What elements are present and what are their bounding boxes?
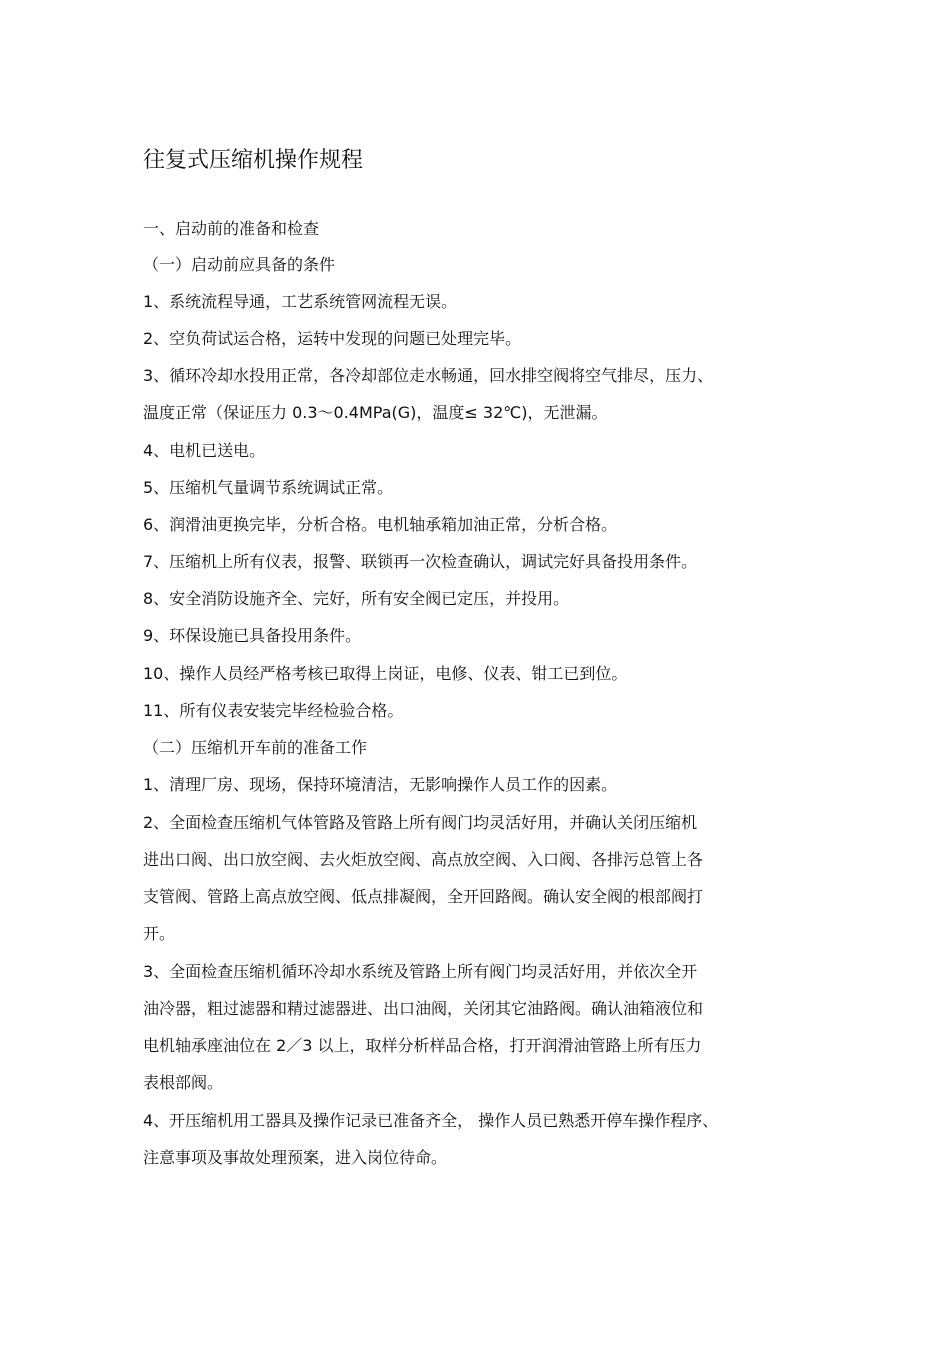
list-item: 5、压缩机气量调节系统调试正常。 (143, 478, 394, 497)
document-title: 往复式压缩机操作规程 (143, 148, 364, 173)
list-item: 3、全面检查压缩机循环冷却水系统及管路上所有阀门均灵活好用，并依次全开 (143, 962, 698, 981)
list-item: 4、电机已送电。 (143, 441, 266, 460)
list-item-continuation: 油冷器，粗过滤器和精过滤器进、出口油阀，关闭其它油路阀。确认油箱液位和 (143, 999, 704, 1018)
list-item: 6、润滑油更换完毕，分析合格。电机轴承箱加油正常，分析合格。 (143, 515, 618, 534)
list-item-continuation: 温度正常（保证压力 0.3～0.4MPa(G)，温度≤ 32℃)，无泄漏。 (143, 403, 608, 422)
list-item: 3、循环冷却水投用正常，各冷却部位走水畅通，回水排空阀将空气排尽，压力、 (143, 366, 714, 385)
list-item-continuation: 进出口阀、出口放空阀、去火炬放空阀、高点放空阀、入口阀、各排污总管上各 (143, 850, 704, 869)
list-item: 2、空负荷试运合格，运转中发现的问题已处理完毕。 (143, 329, 522, 348)
list-item: 7、压缩机上所有仪表，报警、联锁再一次检查确认，调试完好具备投用条件。 (143, 552, 698, 571)
list-item: 4、开压缩机用工器具及操作记录已准备齐全， 操作人员已熟悉开停车操作程序、 (143, 1111, 719, 1130)
list-item-continuation: 支管阀、管路上高点放空阀、低点排凝阀，全开回路阀。确认安全阀的根部阀打 (143, 887, 704, 906)
list-item-continuation: 开。 (143, 924, 176, 943)
list-item-continuation: 表根部阀。 (143, 1073, 224, 1092)
list-item: 9、环保设施已具备投用条件。 (143, 626, 362, 645)
list-item: 10、操作人员经严格考核已取得上岗证，电修、仪表、钳工已到位。 (143, 664, 628, 683)
list-item-continuation: 电机轴承座油位在 2／3 以上，取样分析样品合格，打开润滑油管路上所有压力 (143, 1036, 702, 1055)
list-item: 2、全面检查压缩机气体管路及管路上所有阀门均灵活好用，并确认关闭压缩机 (143, 813, 698, 832)
list-item: 1、清理厂房、现场，保持环境清洁，无影响操作人员工作的因素。 (143, 775, 618, 794)
list-item-continuation: 注意事项及事故处理预案，进入岗位待命。 (143, 1148, 448, 1167)
subsection-heading: （二）压缩机开车前的准备工作 (143, 738, 368, 757)
subsection-heading: （一）启动前应具备的条件 (143, 255, 336, 274)
section-heading: 一、启动前的准备和检查 (143, 219, 320, 238)
list-item: 8、安全消防设施齐全、完好，所有安全阀已定压，并投用。 (143, 589, 570, 608)
list-item: 1、系统流程导通，工艺系统管网流程无误。 (143, 292, 458, 311)
list-item: 11、所有仪表安装完毕经检验合格。 (143, 701, 404, 720)
